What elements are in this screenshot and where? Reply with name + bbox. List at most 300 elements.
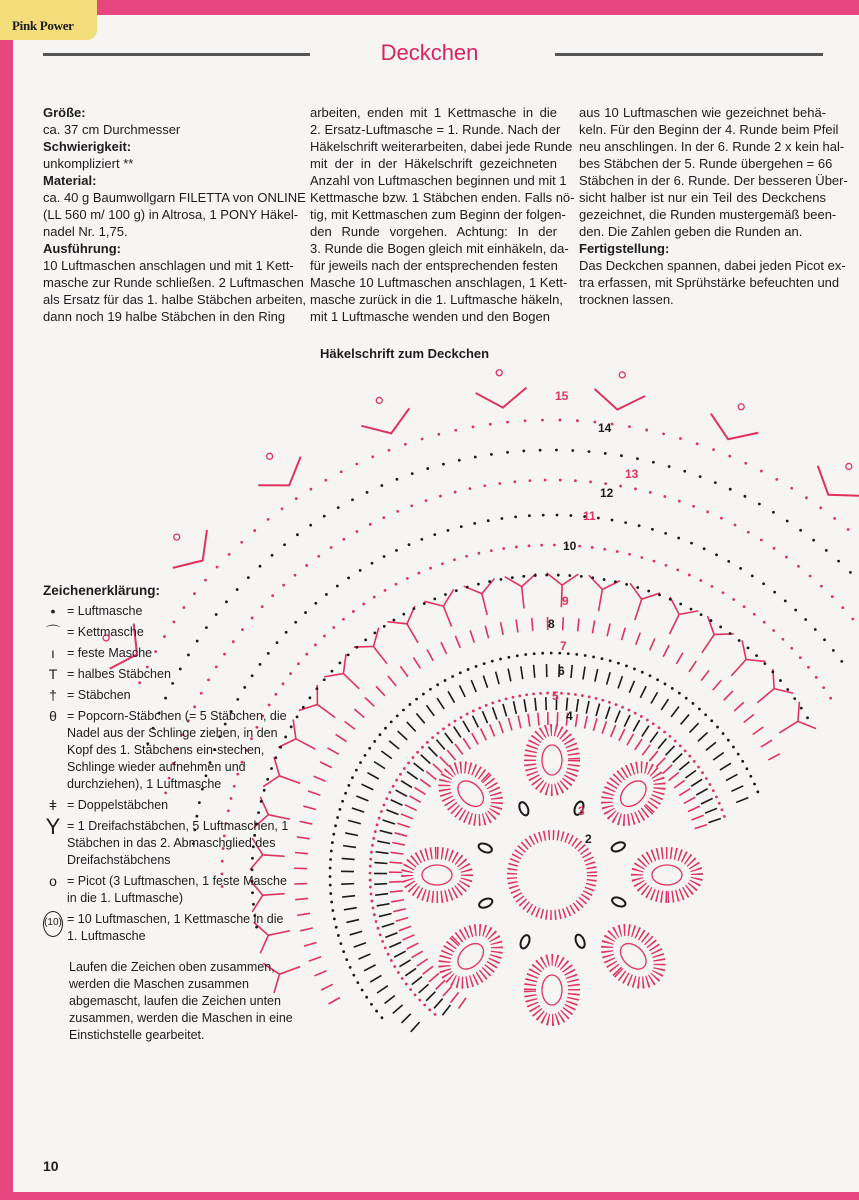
text-line: 2. Ersatz-Luftmasche = 1. Runde. Nach der <box>310 122 561 137</box>
stitch-mark <box>442 1005 450 1015</box>
chain-stitch-mark <box>375 920 378 923</box>
chain-stitch-mark <box>383 804 386 807</box>
stitch-mark <box>663 645 669 657</box>
chain-stitch-mark <box>425 499 428 502</box>
text-line: keln. Für den Beginn der 4. Runde beim Pfeil <box>579 122 839 137</box>
chain-stitch-mark <box>455 589 458 592</box>
chain-stitch-mark <box>490 549 493 552</box>
stitch-mark <box>706 742 716 750</box>
triple-treble-group-icon: Y <box>45 814 61 839</box>
chain-stitch-mark <box>397 971 400 974</box>
chain-stitch-mark <box>746 767 749 770</box>
center-ring <box>512 835 592 915</box>
chain-stitch-mark <box>295 497 298 500</box>
chain-stitch-mark <box>506 451 509 454</box>
chain-stitch-mark <box>332 833 335 836</box>
chain-stitch-mark <box>533 652 536 655</box>
legend-text: = Luftmasche <box>67 604 143 618</box>
stitch-mark <box>768 754 779 760</box>
chain-stitch-mark <box>555 449 558 452</box>
chain-stitch-mark <box>684 749 687 752</box>
stitch-mark <box>394 951 406 957</box>
section-heading: Größe: <box>43 105 86 120</box>
stitch-mark <box>421 755 431 764</box>
legend-text: = Picot (3 Luftmaschen, 1 feste Masche in die 1. Luftmasche) <box>67 874 287 905</box>
triple-treble-mark <box>708 616 734 634</box>
petal-mark <box>530 960 574 1020</box>
chain-stitch-mark <box>833 517 836 520</box>
triple-treble-mark <box>522 587 524 609</box>
stitch-mark <box>297 837 310 839</box>
chain-stitch-mark <box>380 484 383 487</box>
chain-stitch-mark <box>721 808 724 811</box>
text-line: als Ersatz für das 1. halbe Stäbchen arbeiten, <box>43 292 307 307</box>
chain-stitch-mark <box>329 892 332 895</box>
chain-stitch-mark <box>302 706 305 709</box>
stitch-mark <box>624 715 630 727</box>
stitch-mark <box>295 898 308 899</box>
stitch-mark <box>528 714 530 727</box>
chain-stitch-mark <box>831 595 834 598</box>
chain-stitch-mark <box>728 455 731 458</box>
chain-stitch-mark <box>334 824 337 827</box>
chain-stitch-mark <box>281 507 284 510</box>
stitch-mark <box>374 884 387 885</box>
chain-stitch-mark <box>371 562 374 565</box>
chain-stitch-mark <box>786 520 789 523</box>
chain-stitch-mark <box>447 529 450 532</box>
stitch-mark <box>534 665 535 678</box>
stitch-mark <box>416 713 424 723</box>
chain-stitch-mark <box>640 556 643 559</box>
popcorn-mark <box>574 933 587 949</box>
chain-stitch-mark <box>698 708 701 711</box>
chain-stitch-mark <box>467 668 470 671</box>
stitch-mark <box>415 787 426 794</box>
chain-stitch-mark <box>529 479 532 482</box>
chain-stitch-mark <box>395 583 398 586</box>
chain-stitch-mark <box>441 562 444 565</box>
chain-stitch-mark <box>781 638 784 641</box>
chain-stitch-mark <box>652 722 655 725</box>
chain-stitch-mark <box>352 974 355 977</box>
stitch-mark <box>698 732 708 741</box>
chain-stitch-mark <box>374 830 377 833</box>
chain-stitch-mark <box>588 695 591 698</box>
chain-stitch-mark <box>413 607 416 610</box>
legend-heading: Zeichenerklärung: <box>43 583 161 598</box>
triple-treble-mark <box>407 624 418 643</box>
round-number-label: 4 <box>566 709 573 723</box>
chain-stitch-mark <box>314 602 317 605</box>
chain-stitch-mark <box>528 514 531 517</box>
chain-stitch-mark <box>628 709 631 712</box>
stitch-mark <box>413 657 420 668</box>
chain-stitch-mark <box>532 693 535 696</box>
stitch-mark <box>538 713 539 726</box>
chain-stitch-mark <box>336 585 339 588</box>
chain-stitch-mark <box>569 514 572 517</box>
stitch-mark <box>642 745 650 755</box>
chain-stitch-mark <box>437 433 440 436</box>
chain-stitch-mark <box>739 567 742 570</box>
chain-stitch-mark <box>373 632 376 635</box>
stitch-mark <box>354 709 364 717</box>
chain-stitch-mark <box>719 625 722 628</box>
chain-stitch-mark <box>309 524 312 527</box>
stitch-mark <box>692 815 704 820</box>
stitch-mark <box>345 722 355 730</box>
chain-stitch-mark <box>472 709 475 712</box>
chain-stitch-mark <box>706 511 709 514</box>
chain-stitch-mark <box>337 934 340 937</box>
chain-stitch-mark <box>421 438 424 441</box>
stitch-mark <box>650 732 658 742</box>
chain-stitch-mark <box>359 761 362 764</box>
chain-stitch-mark <box>712 448 715 451</box>
text-line: sicht halber ist nur ein Teil des Deckchens <box>579 190 826 205</box>
chain-stitch-mark <box>359 569 362 572</box>
legend-text: = halbes Stäbchen <box>67 667 171 681</box>
chain-stitch-mark <box>472 426 475 429</box>
stitch-mark <box>451 992 459 1002</box>
stitch-mark <box>407 722 416 731</box>
chain-stitch-mark <box>762 582 765 585</box>
chain-stitch-mark <box>671 687 674 690</box>
round-number-label: 13 <box>625 467 639 481</box>
stitch-mark <box>490 724 495 736</box>
stitch-mark <box>336 734 347 741</box>
stitch-mark <box>381 751 392 759</box>
chain-stitch-mark <box>305 564 308 567</box>
text-line: unkompliziert ** <box>43 156 134 171</box>
triple-treble-mark <box>630 583 660 599</box>
chain-stitch-mark <box>525 693 528 696</box>
text-line: masche zur Runde schließen. 2 Luftmaschen <box>43 275 304 290</box>
chain-stitch-mark <box>669 598 672 601</box>
chain-stitch-mark <box>760 539 763 542</box>
chain-stitch-mark <box>560 692 563 695</box>
stitch-mark <box>407 943 419 949</box>
chain-stitch-mark <box>474 456 477 459</box>
chain-stitch-mark <box>355 463 358 466</box>
picot-mark <box>846 463 852 469</box>
stitch-mark <box>396 918 408 922</box>
text-line: Das Deckchen spannen, dabei jeden Picot ex- <box>579 258 846 273</box>
chain-stitch-mark <box>829 697 832 700</box>
chain-stitch-mark <box>611 519 614 522</box>
chain-stitch-mark <box>477 552 480 555</box>
chain-stitch-mark <box>819 506 822 509</box>
chain-stitch-mark <box>421 746 424 749</box>
stitch-mark <box>619 729 625 741</box>
chain-stitch-mark <box>314 644 317 647</box>
chain-stitch-mark <box>491 702 494 705</box>
chain-stitch-mark <box>253 529 256 532</box>
stitch-mark <box>447 750 455 760</box>
chain-stitch-mark <box>339 808 342 811</box>
chain-stitch-mark <box>674 740 677 743</box>
stitch-mark <box>720 763 731 770</box>
chain-stitch-mark <box>820 585 823 588</box>
chain-stitch-mark <box>807 666 810 669</box>
stitch-mark <box>501 622 504 635</box>
chain-stitch-mark <box>581 694 584 697</box>
chain-stitch-mark <box>283 543 286 546</box>
stitch-mark <box>402 1014 411 1023</box>
stitch-mark <box>666 746 675 755</box>
chain-stitch-mark <box>453 558 456 561</box>
chain-stitch-mark <box>331 909 334 912</box>
stitch-mark <box>350 931 362 935</box>
chain-stitch-mark <box>701 771 704 774</box>
chain-stitch-mark <box>677 537 680 540</box>
stitch-mark <box>295 853 308 854</box>
chain-stitch-mark <box>325 593 328 596</box>
stitch-mark <box>412 951 423 958</box>
chain-stitch-icon: • <box>50 603 56 619</box>
chain-stitch-mark <box>658 726 661 729</box>
stitch-mark <box>398 731 408 740</box>
chain-stitch-mark <box>437 732 440 735</box>
chain-stitch-mark <box>534 574 537 577</box>
stitch-mark <box>392 843 405 846</box>
text-line: tra erfassen, mit Sprühstärke befeuchten und <box>579 275 840 290</box>
chain-stitch-mark <box>379 733 382 736</box>
chain-stitch-mark <box>793 697 796 700</box>
chain-stitch-mark <box>703 547 706 550</box>
stitch-mark <box>650 638 655 650</box>
stitch-mark <box>320 762 332 768</box>
chain-stitch-mark <box>383 625 386 628</box>
legend-item <box>43 814 293 869</box>
diagram-title: Häkelschrift zum Deckchen <box>320 346 490 361</box>
stitch-mark <box>365 697 374 706</box>
chain-stitch-mark <box>809 575 812 578</box>
stitch-mark <box>656 758 665 767</box>
text-line: dann noch 19 halbe Stäbchen in den Ring <box>43 309 286 324</box>
picot-fan-mark <box>361 408 409 433</box>
chain-stitch-mark <box>216 566 219 569</box>
chain-stitch-mark <box>580 575 583 578</box>
chain-stitch-mark <box>837 560 840 563</box>
stitch-mark <box>701 670 709 680</box>
chain-stitch-mark <box>722 591 725 594</box>
stitch-mark <box>651 692 658 703</box>
chain-stitch-mark <box>351 776 354 779</box>
stitch-mark <box>734 702 744 711</box>
chain-stitch-mark <box>617 662 620 665</box>
popcorn-mark <box>477 842 493 855</box>
stitch-mark <box>445 733 453 743</box>
stitch-mark <box>688 806 700 811</box>
petal-mark <box>434 920 508 994</box>
chain-stitch-mark <box>825 549 828 552</box>
stitch-mark <box>341 884 354 885</box>
chain-stitch-mark <box>732 598 735 601</box>
stitch-mark <box>676 653 683 664</box>
stitch-mark <box>596 703 599 716</box>
stitch-mark <box>377 904 390 906</box>
stitch-mark <box>390 891 403 892</box>
stitch-mark <box>385 996 395 1004</box>
chain-stitch-mark <box>271 554 274 557</box>
stitch-mark <box>399 960 410 967</box>
chain-stitch-mark <box>411 472 414 475</box>
stitch-mark <box>679 762 689 770</box>
chain-stitch-mark <box>247 576 250 579</box>
chain-stitch-mark <box>375 1010 378 1013</box>
stitch-mark <box>753 727 764 734</box>
chain-stitch-mark <box>700 613 703 616</box>
chain-stitch-mark <box>755 654 758 657</box>
chain-stitch-mark <box>790 487 793 490</box>
stitch-mark <box>483 675 487 687</box>
text-line: neu anschlingen. In der 6. Runde 2 x kein hal- <box>579 139 845 154</box>
chain-stitch-mark <box>539 449 542 452</box>
stitch-mark <box>459 998 466 1009</box>
legend-text: = Kettmasche <box>67 625 144 639</box>
stitch-mark <box>395 833 408 836</box>
chain-stitch-mark <box>640 715 643 718</box>
chain-stitch-mark <box>342 538 345 541</box>
chain-stitch-mark <box>333 917 336 920</box>
stitch-mark <box>389 741 399 749</box>
legend-item <box>43 624 293 641</box>
stitch-mark <box>761 740 772 747</box>
chain-stitch-mark <box>506 421 509 424</box>
chain-stitch-mark <box>372 837 375 840</box>
chain-stitch-mark <box>502 547 505 550</box>
stitch-mark <box>503 704 507 716</box>
stitch-mark <box>471 680 476 692</box>
round-number-label: 6 <box>558 664 565 678</box>
round-number-label: 2 <box>585 832 592 846</box>
stitch-mark <box>342 858 355 859</box>
chain-stitch-mark <box>402 709 405 712</box>
triple-treble-mark <box>547 573 579 585</box>
stitch-mark <box>615 711 620 723</box>
chain-stitch-mark <box>342 950 345 953</box>
chain-stitch-mark <box>305 653 308 656</box>
chain-stitch-mark <box>705 777 708 780</box>
chain-stitch-mark <box>377 927 380 930</box>
stitch-mark <box>473 716 479 728</box>
chain-stitch-mark <box>641 671 644 674</box>
text-line: tig, mit Kettmaschen zum Beginn der folgen- <box>310 207 566 222</box>
stitch-mark <box>508 718 511 731</box>
chain-stitch-mark <box>541 419 544 422</box>
chain-stitch-mark <box>426 467 429 470</box>
chain-stitch-mark <box>429 567 432 570</box>
stitch-mark <box>315 971 327 976</box>
triple-treble-mark <box>702 635 714 653</box>
stitch-mark <box>463 721 470 732</box>
stitch-mark <box>481 728 487 740</box>
stitch-mark <box>436 740 444 750</box>
chain-stitch-mark <box>294 574 297 577</box>
text-line: aus 10 Luftmaschen wie gezeichnet behä- <box>579 105 826 120</box>
chain-stitch-mark <box>663 495 666 498</box>
chain-stitch-mark <box>370 893 373 896</box>
stitch-mark <box>352 808 364 812</box>
chain-stitch-mark <box>841 606 844 609</box>
stitch-mark <box>726 774 737 780</box>
picot-mark <box>376 397 382 403</box>
legend-item <box>43 687 293 704</box>
chain-stitch-mark <box>699 579 702 582</box>
chain-stitch-mark <box>636 586 639 589</box>
chain-stitch-mark <box>668 465 671 468</box>
legend-text: = Popcorn-Stäbchen (= 5 Stäbchen, die Nadel aus der Schlinge ziehen, in den Kopf des 1. Stäbchens ein-stechen, Schlinge wieder aufnehmen und durchziehen), 1 Luftmasche <box>67 709 287 791</box>
chain-stitch-mark <box>595 697 598 700</box>
chain-stitch-mark <box>362 603 365 606</box>
text-line: Stäbchen in der 6. Runde. Der besseren Über- <box>579 173 848 188</box>
stitch-mark <box>377 841 390 843</box>
chain-stitch-mark <box>433 533 436 536</box>
chain-stitch-mark <box>574 479 577 482</box>
stitch-mark <box>578 618 579 631</box>
chain-stitch-mark <box>341 800 344 803</box>
chain-stitch-mark <box>366 491 369 494</box>
chain-stitch-mark <box>567 652 570 655</box>
stitch-mark <box>448 691 454 702</box>
chain-stitch-mark <box>468 487 471 490</box>
stitch-mark <box>417 959 428 966</box>
chain-stitch-mark <box>678 692 681 695</box>
single-crochet-icon: ı <box>51 645 55 661</box>
stitch-mark <box>426 771 436 779</box>
double-crochet-icon: † <box>49 687 57 703</box>
stitch-mark <box>411 1022 420 1032</box>
chain-stitch-mark <box>636 457 639 460</box>
chain-stitch-mark <box>568 574 571 577</box>
chain-stitch-mark <box>544 479 547 482</box>
chain-stitch-mark <box>451 675 454 678</box>
legend-text: = Doppelstäbchen <box>67 798 169 812</box>
chain-stitch-mark <box>505 697 508 700</box>
section-heading: Schwierigkeit: <box>43 139 132 154</box>
stitch-mark <box>576 699 578 712</box>
picot-icon: o <box>49 873 57 889</box>
chain-stitch-mark <box>388 791 391 794</box>
chain-stitch-mark <box>228 553 231 556</box>
chain-stitch-mark <box>434 1013 437 1016</box>
chain-stitch-mark <box>556 514 559 517</box>
triple-treble-mark <box>757 689 774 703</box>
chain-stitch-mark <box>431 736 434 739</box>
triple-treble-mark <box>317 705 335 718</box>
chain-stitch-mark <box>550 652 553 655</box>
chain-stitch-mark <box>511 576 514 579</box>
chain-stitch-mark <box>347 784 350 787</box>
chain-stitch-mark <box>794 609 797 612</box>
petal-mark <box>434 757 508 831</box>
stitch-mark <box>377 986 388 993</box>
chain-stitch-mark <box>330 850 333 853</box>
stitch-mark <box>400 666 408 677</box>
text-line: den Runde vorgehen. Achtung: In der <box>310 224 557 239</box>
chain-stitch-mark <box>368 747 371 750</box>
stitch-mark <box>571 665 572 678</box>
stitch-mark <box>633 720 639 731</box>
stitch-mark <box>314 776 326 781</box>
chain-stitch-mark <box>727 739 730 742</box>
chain-stitch-mark <box>710 719 713 722</box>
chain-stitch-mark <box>454 429 457 432</box>
chain-stitch-mark <box>603 548 606 551</box>
stitch-mark <box>426 992 435 1001</box>
